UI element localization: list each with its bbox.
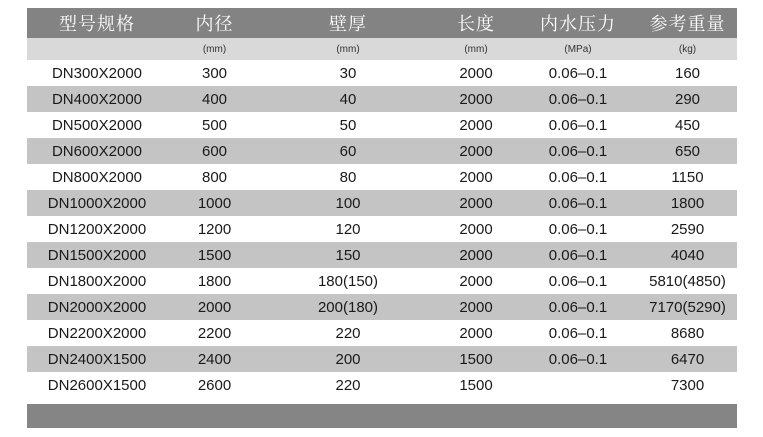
table-header-row <box>27 8 737 38</box>
cell-model: DN1000X2000 <box>47 194 147 212</box>
cell-ref-weight: 4040 <box>670 246 705 264</box>
cell-inner-diameter: 2400 <box>197 350 232 368</box>
table-row <box>27 346 737 372</box>
cell-ref-weight: 2590 <box>670 220 705 238</box>
cell-wall-thickness: 100 <box>335 194 361 212</box>
cell-wall-thickness: 200(180) <box>317 298 379 316</box>
cell-length: 2000 <box>459 194 493 212</box>
unit-water-pressure: (MPa) <box>564 43 592 55</box>
cell-model: DN1500X2000 <box>47 246 147 264</box>
cell-model: DN800X2000 <box>51 168 143 186</box>
table-row <box>27 112 737 138</box>
cell-inner-diameter: 300 <box>201 64 228 82</box>
cell-wall-thickness: 220 <box>335 324 361 342</box>
cell-ref-weight: 1800 <box>670 194 705 212</box>
cell-ref-weight: 1150 <box>671 168 704 186</box>
cell-water-pressure: 0.06–0.1 <box>548 168 608 186</box>
cell-model: DN1200X2000 <box>47 220 147 238</box>
cell-wall-thickness: 80 <box>339 168 357 186</box>
cell-inner-diameter: 1000 <box>197 194 232 212</box>
cell-inner-diameter: 1500 <box>197 246 232 264</box>
cell-wall-thickness: 30 <box>339 64 357 82</box>
cell-wall-thickness: 120 <box>335 220 361 238</box>
cell-ref-weight: 8680 <box>670 324 705 342</box>
cell-model: DN2000X2000 <box>47 298 147 316</box>
cell-length: 1500 <box>459 350 493 368</box>
cell-length: 2000 <box>459 272 493 290</box>
header-water-pressure: 内水压力 <box>540 14 616 35</box>
table-row <box>27 372 737 398</box>
cell-ref-weight: 650 <box>674 142 701 160</box>
cell-inner-diameter: 400 <box>201 90 228 108</box>
table-row <box>27 216 737 242</box>
cell-length: 2000 <box>459 324 493 342</box>
unit-inner-diameter: (mm) <box>202 43 227 55</box>
cell-model: DN2400X1500 <box>47 350 147 368</box>
table-row <box>27 86 737 112</box>
table-row <box>27 320 737 346</box>
cell-inner-diameter: 2000 <box>197 298 232 316</box>
cell-wall-thickness: 60 <box>339 142 357 160</box>
cell-water-pressure: 0.06–0.1 <box>548 116 608 134</box>
cell-water-pressure: 0.06–0.1 <box>548 142 608 160</box>
table-row <box>27 242 737 268</box>
table-units-row <box>27 38 737 60</box>
cell-ref-weight: 160 <box>674 64 701 82</box>
cell-water-pressure: 0.06–0.1 <box>548 298 608 316</box>
cell-inner-diameter: 1200 <box>197 220 232 238</box>
cell-model: DN600X2000 <box>51 142 143 160</box>
cell-inner-diameter: 2200 <box>197 324 232 342</box>
cell-ref-weight: 7170(5290) <box>649 298 726 316</box>
cell-inner-diameter: 800 <box>201 168 228 186</box>
cell-model: DN300X2000 <box>51 64 143 82</box>
table-row <box>27 164 737 190</box>
header-length: 长度 <box>457 14 495 35</box>
cell-model: DN2200X2000 <box>47 324 147 342</box>
table-footer-bar <box>27 404 737 428</box>
cell-wall-thickness: 220 <box>335 376 361 394</box>
cell-water-pressure: 0.06–0.1 <box>548 246 608 264</box>
unit-length: (mm) <box>464 43 488 55</box>
table-row <box>27 268 737 294</box>
header-inner-diameter: 内径 <box>195 14 234 35</box>
cell-model: DN500X2000 <box>51 116 143 134</box>
unit-ref-weight: (kg) <box>678 43 697 55</box>
cell-water-pressure: 0.06–0.1 <box>548 324 608 342</box>
header-model: 型号规格 <box>59 14 135 35</box>
cell-length: 2000 <box>459 168 493 186</box>
cell-length: 2000 <box>459 220 493 238</box>
unit-wall-thickness: (mm) <box>336 43 360 55</box>
cell-wall-thickness: 50 <box>339 116 357 134</box>
cell-wall-thickness: 180(150) <box>317 272 379 290</box>
cell-ref-weight: 6470 <box>670 350 705 368</box>
cell-water-pressure: 0.06–0.1 <box>548 194 608 212</box>
cell-water-pressure: 0.06–0.1 <box>548 220 608 238</box>
cell-ref-weight: 450 <box>674 116 701 134</box>
cell-length: 2000 <box>459 298 493 316</box>
cell-water-pressure: 0.06–0.1 <box>548 272 608 290</box>
cell-inner-diameter: 500 <box>201 116 228 134</box>
cell-model: DN400X2000 <box>51 90 143 108</box>
cell-inner-diameter: 1800 <box>197 272 232 290</box>
cell-ref-weight: 290 <box>674 90 701 108</box>
table-row <box>27 294 737 320</box>
cell-wall-thickness: 40 <box>339 90 357 108</box>
cell-length: 2000 <box>459 64 493 82</box>
cell-inner-diameter: 600 <box>201 142 228 160</box>
cell-length: 2000 <box>459 246 493 264</box>
cell-length: 2000 <box>459 142 493 160</box>
cell-water-pressure: 0.06–0.1 <box>548 350 608 368</box>
table-row <box>27 190 737 216</box>
cell-ref-weight: 5810(4850) <box>649 272 726 290</box>
cell-model: DN2600X1500 <box>47 376 147 394</box>
table-row <box>27 138 737 164</box>
cell-water-pressure: 0.06–0.1 <box>548 90 608 108</box>
cell-length: 2000 <box>459 90 493 108</box>
cell-inner-diameter: 2600 <box>197 376 232 394</box>
header-wall-thickness: 壁厚 <box>329 14 367 35</box>
cell-length: 1500 <box>459 376 493 394</box>
cell-length: 2000 <box>459 116 493 134</box>
cell-model: DN1800X2000 <box>47 272 147 290</box>
spec-table <box>27 8 737 428</box>
cell-wall-thickness: 200 <box>335 350 361 368</box>
header-ref-weight: 参考重量 <box>649 14 726 35</box>
cell-wall-thickness: 150 <box>335 246 361 264</box>
cell-water-pressure: 0.06–0.1 <box>548 64 608 82</box>
table-row <box>27 60 737 86</box>
cell-ref-weight: 7300 <box>670 376 705 394</box>
table-body <box>27 60 737 398</box>
